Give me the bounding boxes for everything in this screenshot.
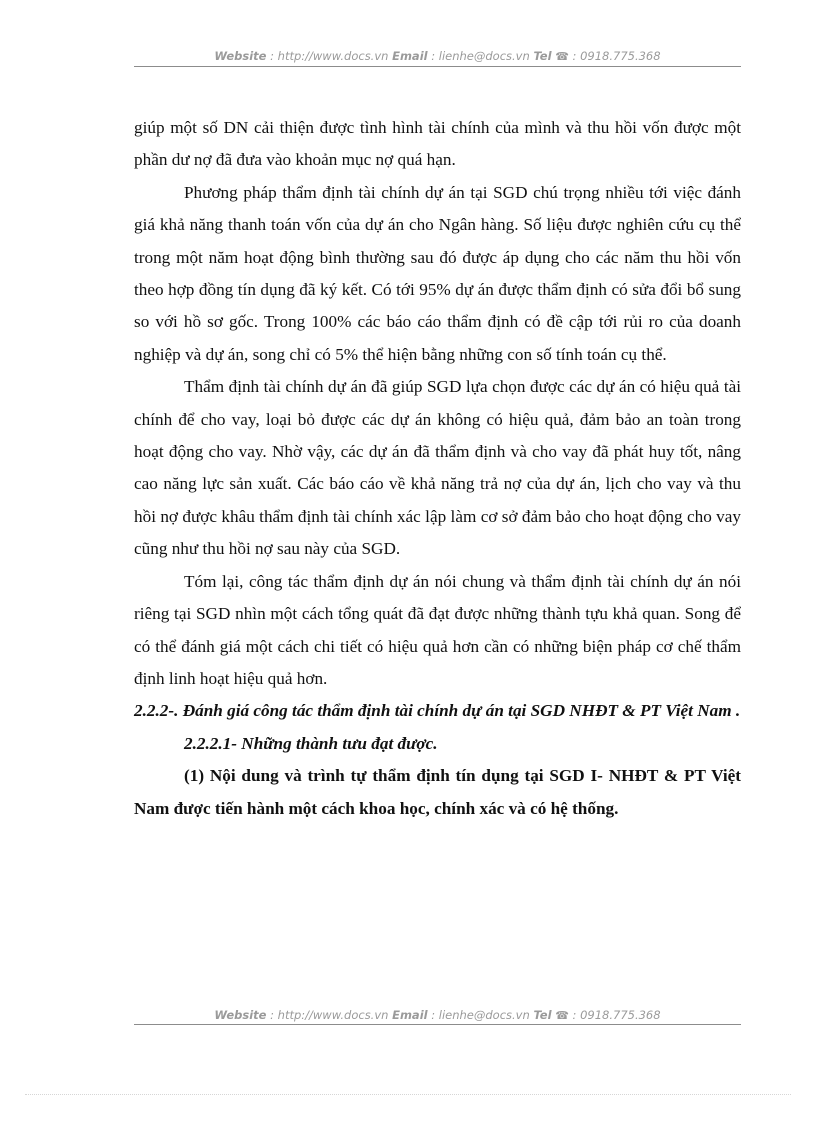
footer-tel-value: : 0918.775.368	[568, 1008, 661, 1022]
paragraph-4: Tóm lại, công tác thẩm định dự án nói chung và thẩm định tài chính dự án nói riêng tại SGD nhìn một cách tổng quát đã đạt được những thành tựu khả quan. Song để có thể đánh giá một cách chi tiết có hiệu quả hơn cần có những biện pháp cơ chế thẩm định linh hoạt hiệu quả hơn.	[134, 571, 741, 688]
subsection-heading-2-2-2-1: 2.2.2.1- Những thành tưu đạt được.	[184, 733, 438, 753]
header-email-label: Email	[392, 49, 428, 63]
footer-website-link[interactable]: : http://www.docs.vn	[266, 1008, 393, 1022]
header-website-link[interactable]: : http://www.docs.vn	[266, 49, 393, 63]
phone-icon: ☎	[555, 50, 569, 63]
document-body	[134, 112, 741, 825]
header-divider	[134, 66, 741, 67]
footer-email-link[interactable]: : lienhe@docs.vn	[427, 1008, 534, 1022]
page-header	[134, 49, 741, 63]
footer-divider	[134, 1024, 741, 1025]
paragraph-1: giúp một số DN cải thiện được tình hình tài chính của mình và thu hồi vốn được một phần dư nợ đã đưa vào khoản mục nợ quá hạn.	[134, 118, 741, 170]
phone-icon: ☎	[555, 1009, 569, 1022]
header-tel-label: Tel	[533, 49, 552, 63]
footer-website-label: Website	[214, 1008, 267, 1022]
header-tel-value: : 0918.775.368	[568, 49, 661, 63]
paragraph-5: (1) Nội dung và trình tự thẩm định tín dụng tại SGD I- NHĐT & PT Việt Nam được tiến hành một cách khoa học, chính xác và có hệ thống.	[134, 766, 741, 818]
header-website-label: Website	[214, 49, 267, 63]
footer-tel-label: Tel	[533, 1008, 552, 1022]
paragraph-2: Phương pháp thẩm định tài chính dự án tại SGD chú trọng nhiều tới việc đánh giá khả năng thanh toán vốn của dự án cho Ngân hàng. Số liệu được nghiên cứu cụ thể trong một năm hoạt động bình thường sau đó được áp dụng cho các năm thu hồi vốn theo hợp đồng tín dụng đã ký kết. Có tới 95% dự án được thẩm định có sửa đổi bổ sung so với hồ sơ gốc. Trong 100% các báo cáo thẩm định có đề cập tới rủi ro của doanh nghiệp và dự án, song chỉ có 5% thể hiện bằng những con số tính toán cụ thể.	[134, 182, 741, 364]
page-bottom-border	[25, 1094, 791, 1095]
page-footer	[134, 1008, 741, 1022]
header-email-link[interactable]: : lienhe@docs.vn	[427, 49, 534, 63]
section-heading-text: 2.2.2-. Đánh giá công tác thẩm định tài chính dự án tại SGD NHĐT & PT Việt Nam .	[134, 701, 741, 721]
footer-email-label: Email	[392, 1008, 428, 1022]
section-heading-2-2-2	[134, 695, 741, 727]
paragraph-3: Thẩm định tài chính dự án đã giúp SGD lựa chọn được các dự án có hiệu quả tài chính để cho vay, loại bỏ được các dự án không có hiệu quả, đảm bảo an toàn trong hoạt động cho vay. Nhờ vậy, các dự án đã thẩm định và cho vay đã phát huy tốt, nâng cao năng lực sản xuất. Các báo cáo về khả năng trả nợ của dự án, lịch cho vay và thu hồi nợ được khâu thẩm định tài chính xác lập làm cơ sở đảm bảo cho hoạt động cho vay cũng như thu hồi nợ sau này của SGD.	[134, 377, 741, 559]
